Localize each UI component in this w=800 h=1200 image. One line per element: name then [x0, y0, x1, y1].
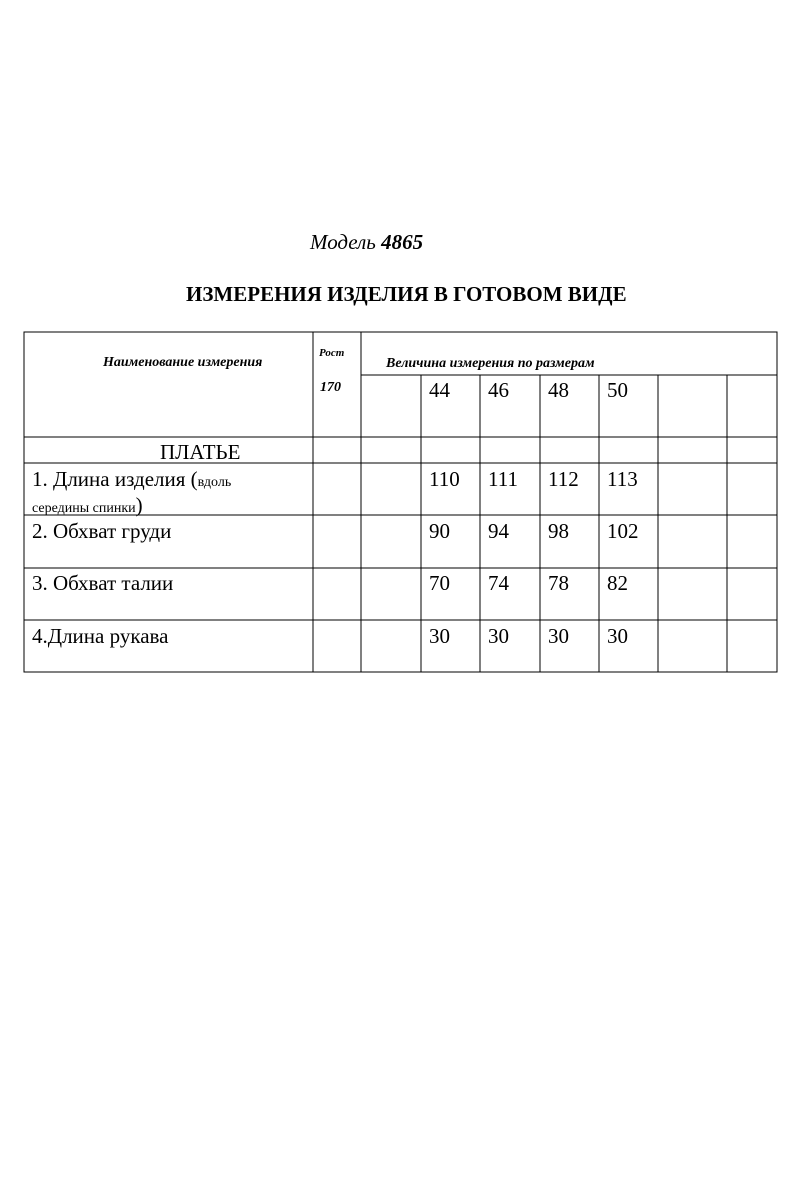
table-cell: 111 [488, 467, 518, 491]
table-cell: 30 [429, 624, 450, 648]
model-label: Модель [310, 230, 376, 254]
table-cell: 30 [607, 624, 628, 648]
size-header: 46 [488, 378, 509, 402]
row-label-note-line2: середины спинки [32, 501, 136, 516]
table-cell: 30 [488, 624, 509, 648]
section-title: ПЛАТЬЕ [160, 440, 241, 464]
size-header: 50 [607, 378, 628, 402]
column-header-name: Наименование измерения [103, 355, 263, 370]
row-label-cont [32, 495, 143, 516]
model-number: 4865 [381, 230, 424, 254]
size-header: 44 [429, 378, 450, 402]
row-label-main: 1. Длина изделия ( [32, 467, 198, 491]
table-cell: 98 [548, 519, 569, 543]
table-cell: 70 [429, 571, 450, 595]
document-title: ИЗМЕРЕНИЯ ИЗДЕЛИЯ В ГОТОВОМ ВИДЕ [186, 282, 627, 306]
table-cell: 112 [548, 467, 579, 491]
table-cell: 102 [607, 519, 639, 543]
table-cell: 30 [548, 624, 569, 648]
table-cell: 113 [607, 467, 638, 491]
table-cell: 82 [607, 571, 628, 595]
table-cell: 110 [429, 467, 460, 491]
size-header: 48 [548, 378, 569, 402]
table-cell: 78 [548, 571, 569, 595]
column-header-sizes: Величина измерения по размерам [386, 356, 595, 371]
row-label: 3. Обхват талии [32, 571, 174, 595]
height-value: 170 [320, 380, 341, 395]
row-label-note: вдоль [197, 475, 232, 490]
table-cell: 94 [488, 519, 509, 543]
row-label: 4.Длина рукава [32, 624, 169, 648]
row-label: 2. Обхват груди [32, 519, 172, 543]
table-cell: 74 [488, 571, 509, 595]
row-label-tail: ) [135, 493, 143, 517]
row-label [32, 469, 231, 490]
column-header-height: Рост [319, 347, 345, 359]
table-cell: 90 [429, 519, 450, 543]
